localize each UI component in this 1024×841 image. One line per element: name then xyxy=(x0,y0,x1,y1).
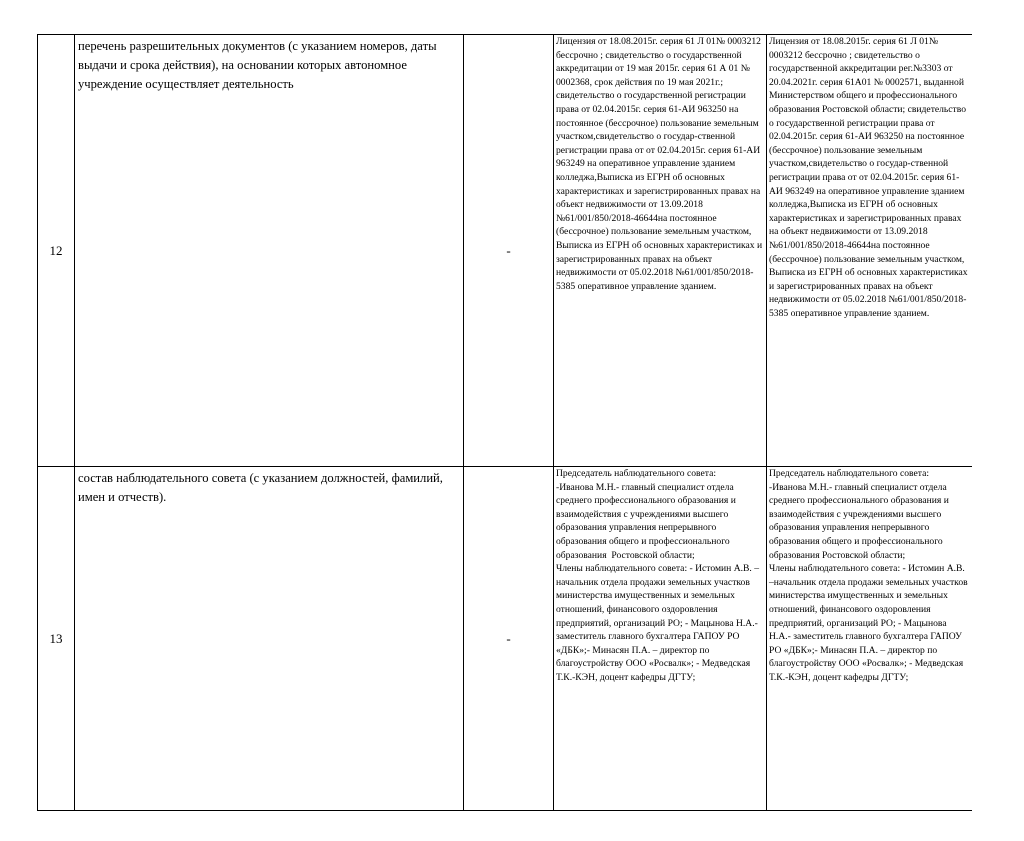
row-description: состав наблюдательного совета (с указанием должностей, фамилий, имен и отчеств). xyxy=(75,467,464,811)
row-number: 13 xyxy=(38,467,75,811)
current-year-value: Лицензия от 18.08.2015г. серия 61 Л 01№ 0003212 бессрочно ; свидетельство о государственной аккредитации рег.№3303 от 20.04.2021г. серия 61А01 № 0002571, выданной Министерством общего и профессионального образования Ростовской области; свидетельство о государственной регистрации права от 02.04.2015г. серия 61-АИ 963250 на постоянное (бессрочное) пользование земельным участком,свидетельство о государ-ственной регистрации права от от 02.04.2015г. серия 61-АИ 963249 на оперативное управление зданием колледжа,Выписка из ЕГРН об основных характеристиках и зарегистрированных правах на объект недвижимости от 13.09.2018 №61/001/850/2018-46644на постоянное (бессрочное) пользование земельным участком, Выписка из ЕГРН об основных характеристиках и зарегистрированных правах на объект недвижимости от 05.02.2018 №61/001/850/2018-5385 оперативное управление зданием. xyxy=(767,35,972,467)
table-row xyxy=(38,467,972,811)
current-year-value: Председатель наблюдательного совета: -Иванова М.Н.- главный специалист отдела среднего профессионального образования и взаимодействия с учреждениями высшего образования управления непрерывного образования общего и профессионального образования Ростовской области; Члены наблюдательного совета: - Истомин А.В. –начальник отдела продажи земельных участков министерства имущественных и земельных отношений, финансового оздоровления предприятий, организаций РО; - Мацынова Н.А.- заместитель главного бухгалтера ГАПОУ РО «ДБК»;- Минасян П.А. – директор по благоустройству ООО «Росвалк»; - Медведская Т.К.-КЭН, доцент кафедры ДГТУ; xyxy=(767,467,972,811)
report-table xyxy=(37,34,972,811)
row-number: 12 xyxy=(38,35,75,467)
row-description: перечень разрешительных документов (с указанием номеров, даты выдачи и срока действия), на основании которых автономное учреждение осуществляет деятельность xyxy=(75,35,464,467)
row-dash: - xyxy=(464,467,554,811)
table-row xyxy=(38,35,972,467)
previous-year-value: Лицензия от 18.08.2015г. серия 61 Л 01№ 0003212 бессрочно ; свидетельство о государственной аккредитации от 19 мая 2015г. серия 61 А 01 № 0002368, срок действия по 19 мая 2021г.; свидетельство о государственной регистрации права от 02.04.2015г. серия 61-АИ 963250 на постоянное (бессрочное) пользование земельным участком,свидетельство о государ-ственной регистрации права от от 02.04.2015г. серия 61-АИ 963249 на оперативное управление зданием колледжа,Выписка из ЕГРН об основных характеристиках и зарегистрированных правах на объект недвижимости от 13.09.2018 №61/001/850/2018-46644на постоянное (бессрочное) пользование земельным участком, Выписка из ЕГРН об основных характеристиках и зарегистрированных правах на объект недвижимости от 05.02.2018 №61/001/850/2018-5385 оперативное управление зданием. xyxy=(554,35,767,467)
previous-year-value: Председатель наблюдательного совета: -Иванова М.Н.- главный специалист отдела среднего профессионального образования и взаимодействия с учреждениями высшего образования управления непрерывного образования общего и профессионального образования Ростовской области; Члены наблюдательного совета: - Истомин А.В. –начальник отдела продажи земельных участков министерства имущественных и земельных отношений, финансового оздоровления предприятий, организаций РО; - Мацынова Н.А.- заместитель главного бухгалтера ГАПОУ РО «ДБК»;- Минасян П.А. – директор по благоустройству ООО «Росвалк»; - Медведская Т.К.-КЭН, доцент кафедры ДГТУ; xyxy=(554,467,767,811)
row-dash: - xyxy=(464,35,554,467)
